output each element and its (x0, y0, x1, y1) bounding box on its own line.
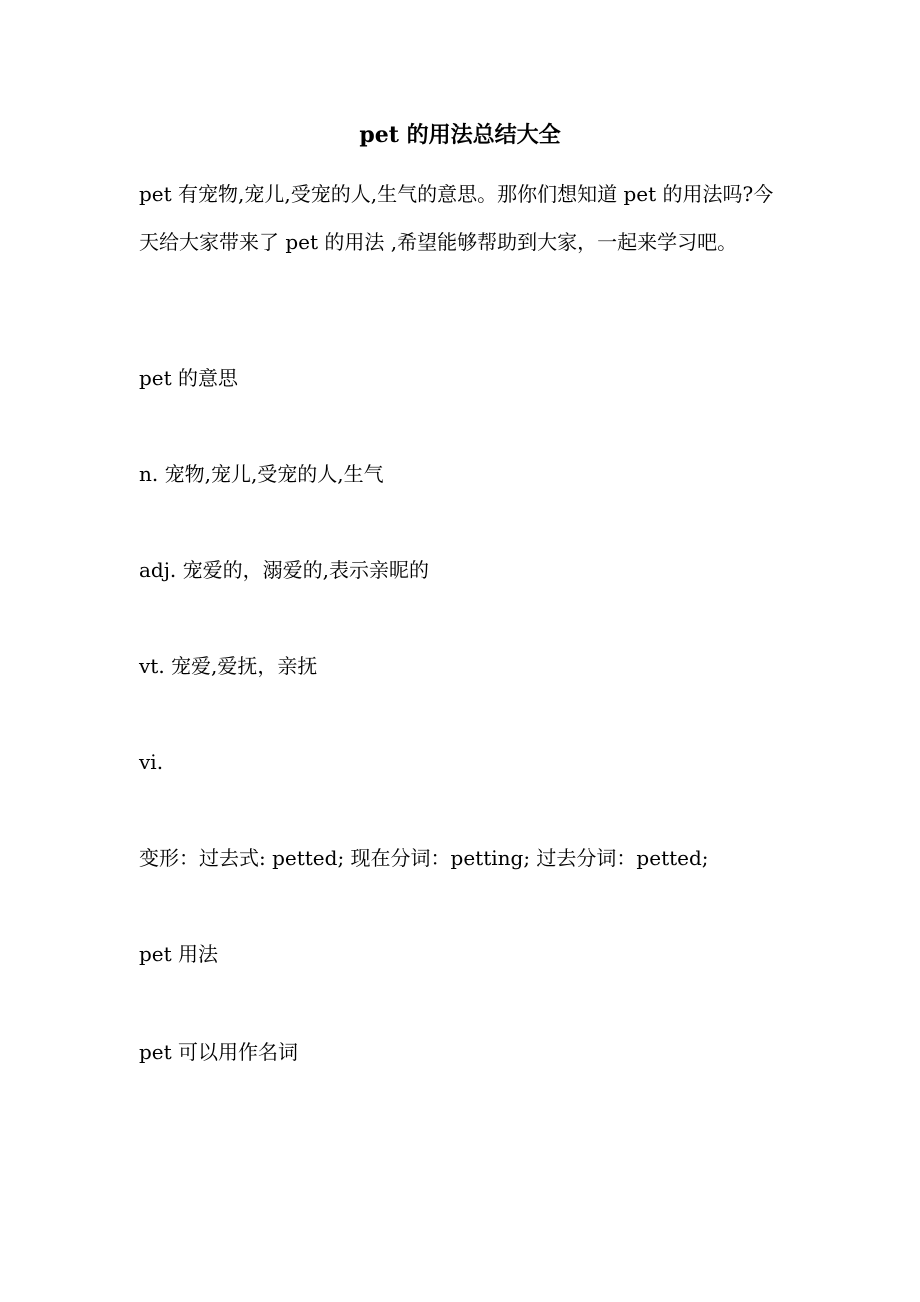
meaning-heading: pet 的意思 (139, 366, 239, 390)
usage-heading: pet 用法 (139, 942, 219, 966)
inflections-line: 变形：过去式: petted; 现在分词：petting; 过去分词：petted; (139, 846, 709, 870)
usage-noun-line: pet 可以用作名词 (139, 1040, 299, 1064)
noun-definition: n. 宠物,宠儿,受宠的人,生气 (139, 462, 384, 486)
transitive-verb-definition: vt. 宠爱,爱抚，亲抚 (139, 654, 318, 678)
adjective-definition: adj. 宠爱的，溺爱的,表示亲昵的 (139, 558, 429, 582)
intransitive-verb-definition: vi. (139, 750, 164, 774)
intro-paragraph: pet 有宠物,宠儿,受宠的人,生气的意思。那你们想知道 pet 的用法吗?今天给大家带来了 pet 的用法 ,希望能够帮助到大家，一起来学习吧。 (139, 182, 774, 254)
document-title: pet 的用法总结大全 (359, 122, 561, 148)
